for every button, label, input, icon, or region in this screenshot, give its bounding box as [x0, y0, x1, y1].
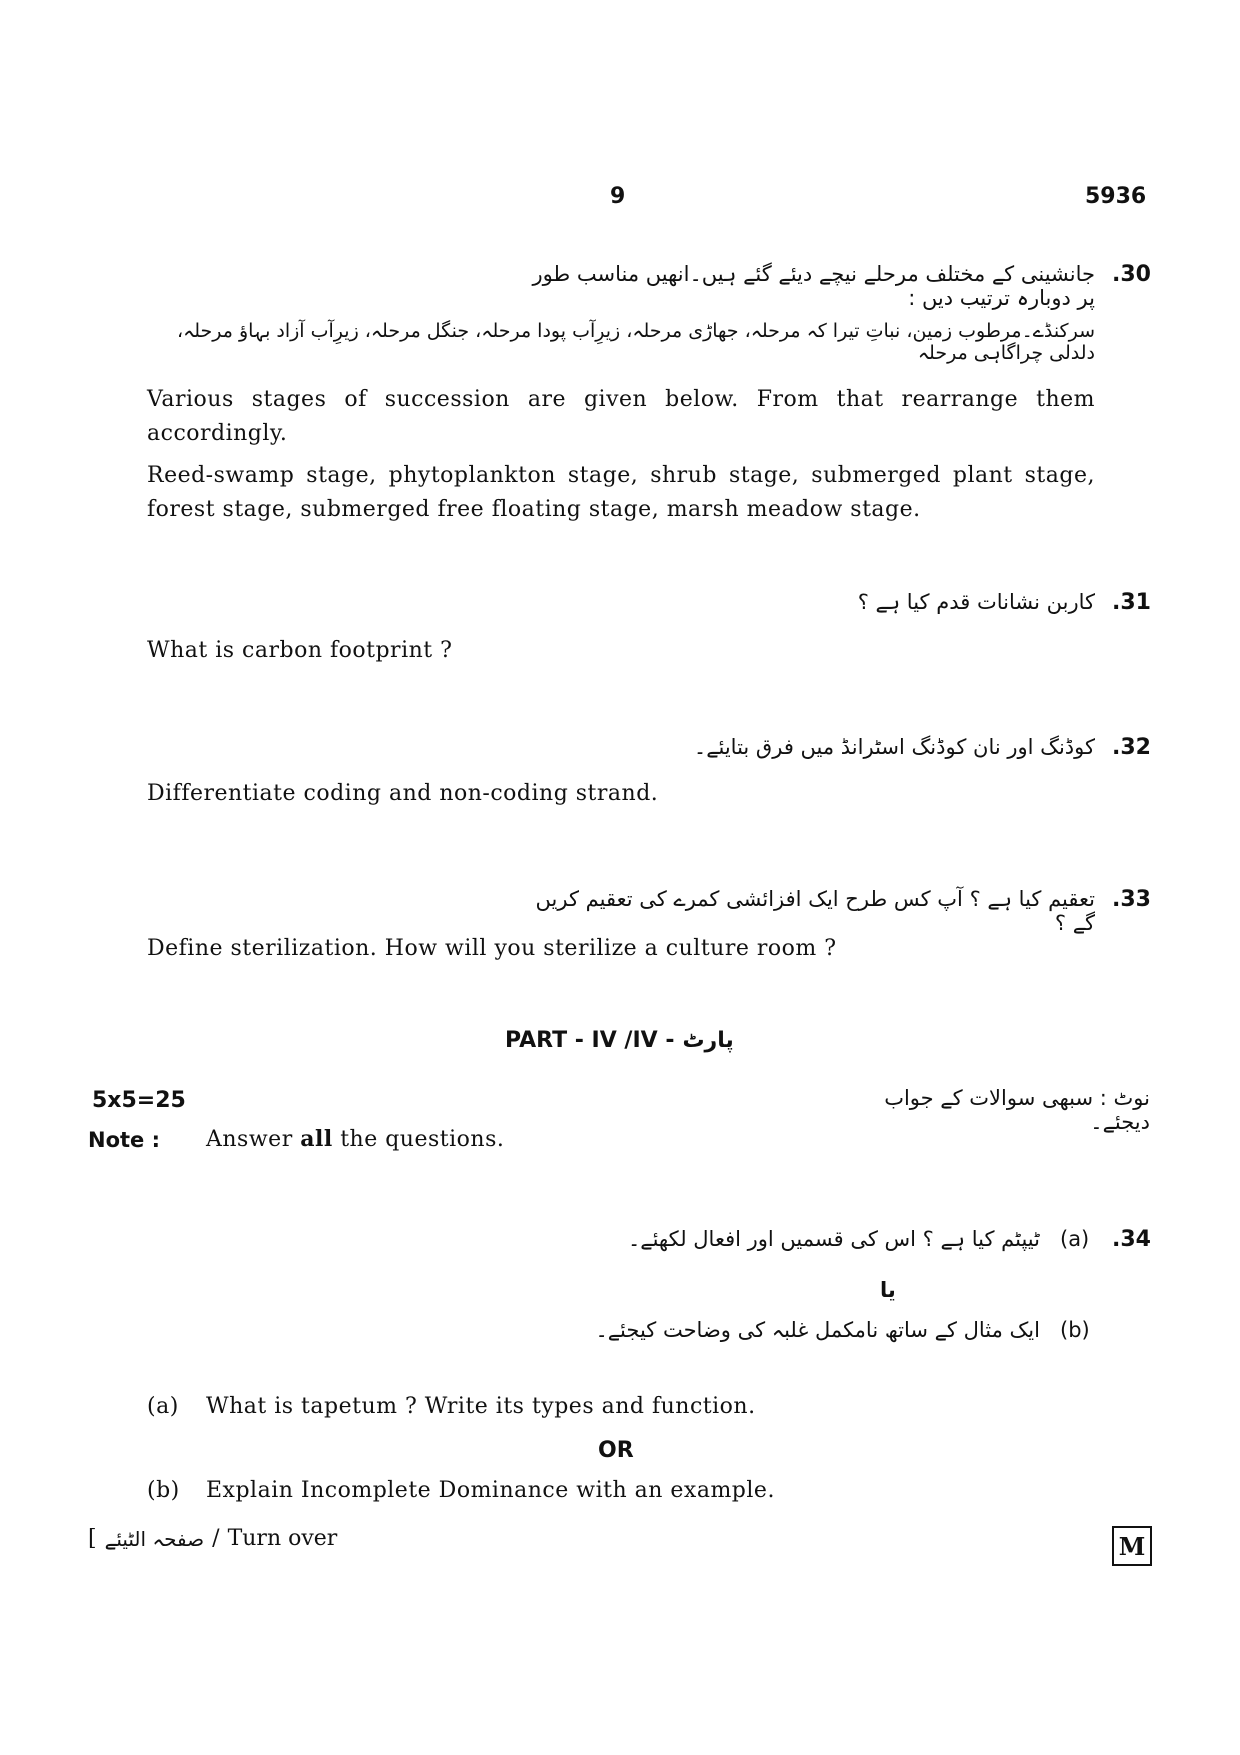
- paper-code: 5936: [1085, 184, 1147, 209]
- q34-english-a: What is tapetum ? Write its types and function.: [206, 1394, 756, 1419]
- footer-bracket: [: [88, 1526, 97, 1551]
- question-number-32: .32: [1112, 735, 1151, 760]
- note-urdu-text: سبھی سوالات کے جواب دیجئے۔: [884, 1086, 1150, 1134]
- marks: 5x5=25: [92, 1088, 186, 1113]
- q34-urdu-or: یا: [880, 1278, 896, 1302]
- q34-urdu-a-label: (a): [1060, 1227, 1090, 1251]
- question-number-30: .30: [1112, 262, 1151, 287]
- question-number-31: .31: [1112, 590, 1151, 615]
- q33-urdu: تعقیم کیا ہے ؟ آپ کس طرح ایک افزائشی کمرے کی تعقیم کریں گے ؟: [535, 887, 1095, 935]
- q30-english-question: Various stages of succession are given below. From that rearrange them accordingly.: [147, 387, 1095, 446]
- medium-code-box: M: [1112, 1526, 1152, 1566]
- footer-english: Turn over: [227, 1526, 338, 1551]
- q34-urdu-b-label: (b): [1060, 1318, 1090, 1342]
- note-text: [206, 1122, 504, 1157]
- q30-urdu-list: سرکنڈے۔مرطوب زمین، نباتِ تیرا کہ مرحلہ، جھاڑی مرحلہ، زیرِآب پودا مرحلہ، جنگل مرحلہ، زیرِآب آزاد بہاؤ مرحلہ، دلدلی چراگاہی مرحلہ: [176, 320, 1095, 364]
- q30-english-list: Reed-swamp stage, phytoplankton stage, shrub stage, submerged plant stage, forest stage, submerged free floating stage, marsh meadow stage.: [147, 463, 1095, 522]
- q33-english: Define sterilization. How will you sterilize a culture room ?: [147, 936, 837, 961]
- q32-english: Differentiate coding and non-coding strand.: [147, 781, 659, 806]
- note-text-pre: Answer: [206, 1127, 293, 1152]
- note-urdu: [880, 1086, 1150, 1134]
- q31-english: What is carbon footprint ?: [147, 638, 453, 663]
- question-number-34: .34: [1112, 1227, 1151, 1252]
- part-heading-english: PART - IV /IV -: [505, 1028, 675, 1053]
- part-heading: [505, 1028, 734, 1053]
- q30-urdu-question: جانشینی کے مختلف مرحلے نیچے دیئے گئے ہیں۔انھیں مناسب طور پر دوبارہ ترتیب دیں :: [532, 262, 1095, 310]
- note-urdu-label: نوٹ :: [1099, 1086, 1150, 1110]
- note-label: Note :: [88, 1128, 160, 1152]
- footer-urdu: صفحہ الٹیئے: [104, 1526, 205, 1551]
- turn-over-footer: [88, 1526, 337, 1551]
- q34-english-b: Explain Incomplete Dominance with an example.: [206, 1478, 775, 1503]
- footer-sep: /: [212, 1526, 220, 1551]
- part-heading-urdu: پارٹ: [682, 1028, 734, 1053]
- q34-english-b-label: (b): [147, 1478, 180, 1503]
- q32-urdu: کوڈنگ اور نان کوڈنگ اسٹرانڈ میں فرق بتایئے۔: [693, 735, 1095, 759]
- q34-english-or: OR: [598, 1438, 634, 1463]
- q31-urdu: کاربن نشانات قدم کیا ہے ؟: [857, 590, 1095, 614]
- note-text-post: the questions.: [340, 1127, 505, 1152]
- note-text-bold: all: [300, 1126, 333, 1152]
- q34-urdu-a: ٹیپٹم کیا ہے ؟ اس کی قسمیں اور افعال لکھئے۔: [627, 1227, 1040, 1251]
- q34-urdu-b: ایک مثال کے ساتھ نامکمل غلبہ کی وضاحت کیجئے۔: [595, 1318, 1040, 1342]
- question-number-33: .33: [1112, 887, 1151, 912]
- page-number: 9: [610, 184, 626, 209]
- q34-english-a-label: (a): [147, 1394, 179, 1419]
